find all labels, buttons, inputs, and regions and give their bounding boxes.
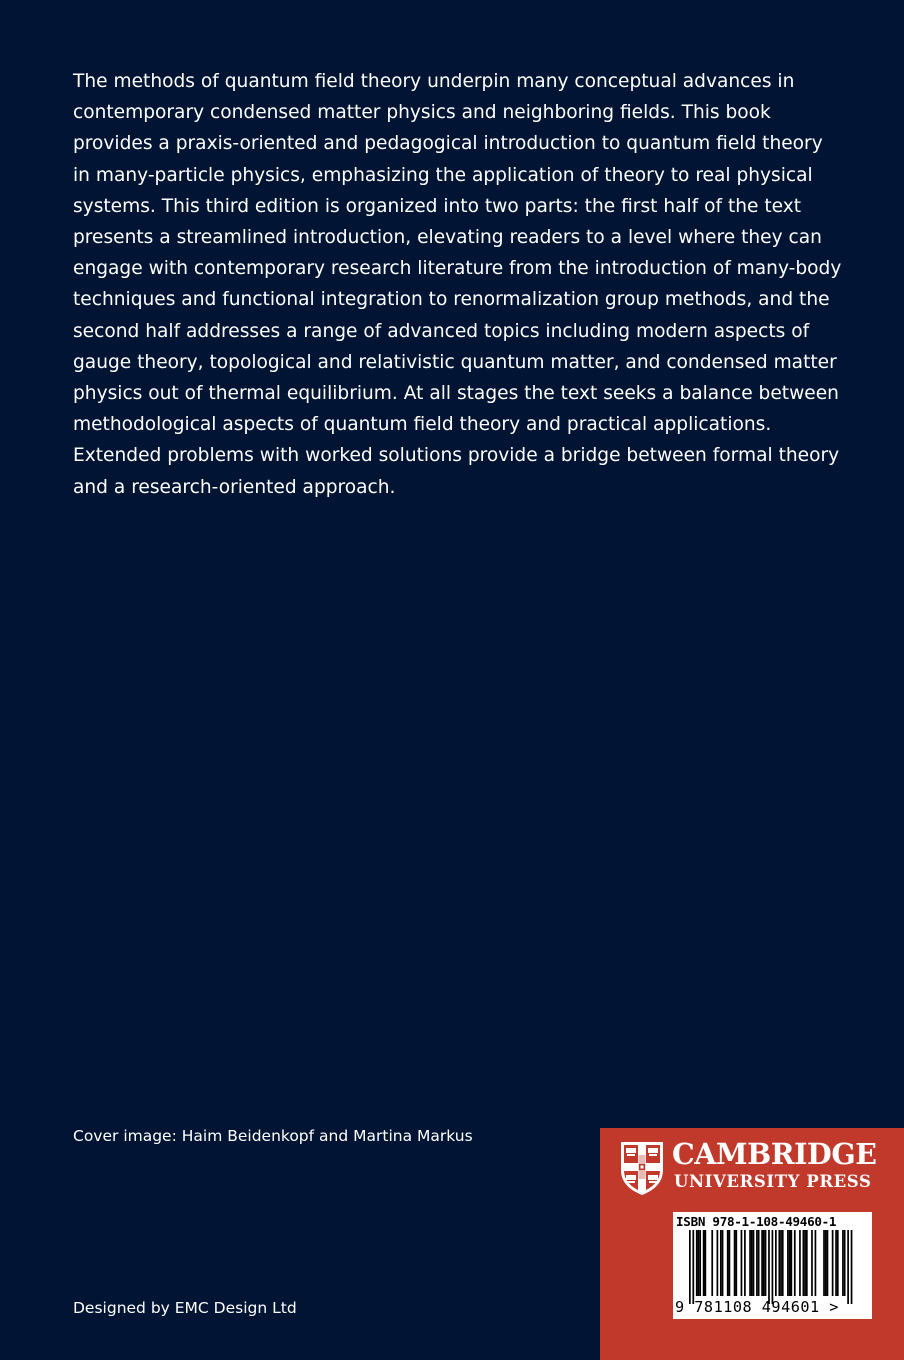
barcode-bar: [815, 1230, 817, 1296]
barcode-bar: [806, 1230, 808, 1296]
barcode-bar: [775, 1230, 777, 1296]
barcode-bar: [780, 1230, 782, 1296]
barcode-bar: [711, 1230, 713, 1296]
barcode-bar: [689, 1230, 691, 1304]
description-line: contemporary condensed matter physics and neighboring fields. This book: [73, 102, 771, 124]
barcode-bar: [749, 1230, 751, 1296]
barcode-bar: [741, 1230, 743, 1296]
barcode-bar: [842, 1230, 844, 1296]
barcode-bar: [729, 1230, 731, 1296]
barcode-bar: [763, 1230, 765, 1296]
barcode-bar: [692, 1230, 694, 1304]
barcode-bar: [835, 1230, 837, 1296]
barcode-bar: [727, 1230, 729, 1296]
barcode-bar: [790, 1230, 792, 1296]
description-line: provides a praxis-oriented and pedagogical introduction to quantum field theory: [73, 133, 823, 155]
description-line: presents a streamlined introduction, elevating readers to a level where they can: [73, 227, 822, 249]
cover-image-credit: Cover image: Haim Beidenkopf and Martina Markus: [73, 1127, 473, 1145]
barcode-bar: [803, 1230, 805, 1296]
barcode-bar: [751, 1230, 753, 1296]
barcode-bar: [699, 1230, 701, 1296]
barcode-bar: [753, 1230, 755, 1296]
barcode-bar: [696, 1230, 698, 1296]
barcode-bar: [799, 1230, 801, 1296]
barcode-bar: [794, 1230, 796, 1296]
publisher-subtitle: UNIVERSITY PRESS: [674, 1172, 872, 1191]
description-line: physics out of thermal equilibrium. At all stages the text seeks a balance between: [73, 383, 839, 405]
barcode-bar: [758, 1230, 760, 1296]
barcode-bar: [851, 1230, 853, 1304]
barcode-bar: [722, 1230, 724, 1296]
barcode-bar: [761, 1230, 763, 1296]
description-line: in many-particle physics, emphasizing the application of theory to real physical: [73, 164, 813, 186]
barcode-bar: [704, 1230, 706, 1296]
barcode-bar: [756, 1230, 758, 1296]
barcode-bar: [789, 1230, 791, 1296]
barcode-bar: [703, 1230, 705, 1296]
description-line: engage with contemporary research literature from the introduction of many-body: [73, 258, 842, 280]
barcode-bar: [782, 1230, 784, 1296]
description-line: and a research-oriented approach.: [73, 476, 396, 498]
description-line: second half addresses a range of advanced topics including modern aspects of: [73, 320, 810, 342]
barcode-bar: [734, 1230, 736, 1296]
barcode-bar: [698, 1230, 700, 1296]
barcode-bar: [837, 1230, 839, 1296]
barcode-bar: [735, 1230, 737, 1296]
barcode-bar: [804, 1230, 806, 1296]
barcode-bar: [720, 1230, 722, 1296]
book-description: [73, 66, 873, 503]
description-line: The methods of quantum field theory underpin many conceptual advances in: [73, 71, 795, 92]
barcode-bar: [825, 1230, 827, 1296]
ean-digits: 9 781108 494601 >: [675, 1298, 839, 1316]
publisher-name: CAMBRIDGE: [672, 1137, 877, 1171]
barcode-bar: [787, 1230, 789, 1296]
description-line: methodological aspects of quantum field theory and practical applications.: [73, 414, 772, 436]
isbn-label: ISBN 978-1-108-49460-1: [676, 1214, 837, 1229]
barcode-bar: [744, 1230, 746, 1296]
description-line: systems. This third edition is organized into two parts: the first half of the text: [73, 195, 802, 217]
barcode-bar: [827, 1230, 829, 1296]
description-line: Extended problems with worked solutions provide a bridge between formal theory: [73, 445, 840, 467]
barcode-bar: [847, 1230, 849, 1304]
barcode-bar: [772, 1230, 774, 1304]
description-line: gauge theory, topological and relativistic quantum matter, and condensed matter: [73, 351, 837, 373]
barcode-bar: [844, 1230, 846, 1296]
barcode-bar: [765, 1230, 767, 1296]
barcode-bars: [673, 1230, 872, 1298]
barcode-bar: [717, 1230, 719, 1296]
barcode-bar: [832, 1230, 834, 1296]
isbn-barcode: [673, 1212, 872, 1319]
barcode-bar: [778, 1230, 780, 1296]
cambridge-crest-icon: [619, 1140, 665, 1196]
design-credit: Designed by EMC Design Ltd: [73, 1299, 297, 1317]
barcode-bar: [811, 1230, 813, 1296]
description-line: techniques and functional integration to renormalization group methods, and the: [73, 289, 830, 311]
barcode-bar: [823, 1230, 825, 1296]
barcode-bar: [768, 1230, 770, 1304]
